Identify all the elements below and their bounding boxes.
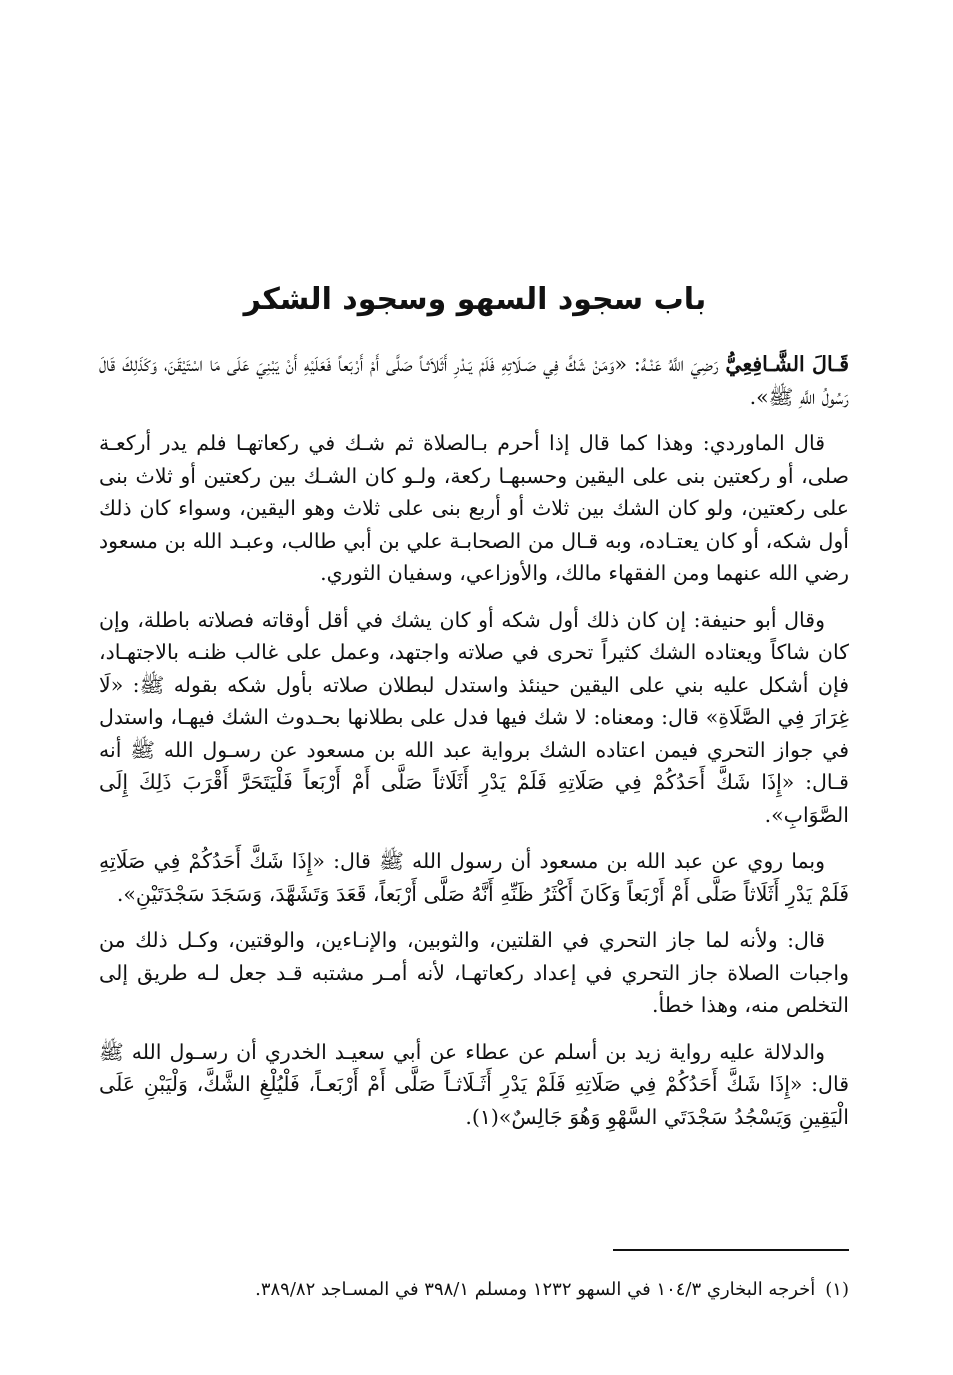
paragraph-6: والدلالة عليه رواية زيد بن أسلم عن عطاء عن أبي سعيـد الخدري أن رسـول الله ﷺ قال: «إِذَا شَكَّ أَحَدُكُمْ فِي صَلَاتِهِ فَلَمْ يَدْرِ أَثَـلَاثـاً صَلَّى أَمْ أَرْبَعـاً، فَلْيُلْغِ الشَّكَّ، وَلْيَبْنِ عَلَى الْيَقِينِ وَيَسْجُدُ سَجْدَتَي السَّهْوِ وَهُوَ جَالِسٌ»(١). [99,1039,849,1129]
footnote-divider [613,1249,849,1251]
paragraph-1-lead: قَـالَ الشَّـافِعِيُّ [725,352,850,376]
chapter-title: باب سجود السهو وسجود الشكر [243,282,707,317]
paragraph-5: قال: ولأنه لما جاز التحري في القلتين، والثوبين، والإنـاءين، والوقتين، وكـل ذلك من واجبات الصلاة جاز التحري في إعداد ركعاتهـا، لأنه أمـر مشتبه قـد جعل لـه طريق إلى التخلص منه، وهذا خطأ. [99,928,849,1017]
paragraph-1-text: رَضِيَ اللَّهُ عَنْـهُ: «وَمَنْ شَكَّ فِي صَـلَاتِهِ فَلَمْ يَـدْرِ أَثَلاَثـاً صَلَّى أَمْ أَرْبَعاً فَعَلَيْهِ أَنْ يَبْنِيَ عَلَى مَا اسْتَيْقَنَ، وَكَذَلِكَ قَالَ رَسُولُ اللَّهِ ﷺ». [99,352,849,409]
body-text [99,348,849,1147]
paragraph-1 [99,348,849,413]
paragraph-4: وبما روي عن عبد الله بن مسعود أن رسول الله ﷺ قال: «إِذَا شَكَّ أَحَدُكُمْ فِي صَلَاتِهِ فَلَمْ يَدْرِ أَثَلَاثاً صَلَّى أَمْ أَرْبَعاً وَكَانَ أَكْثَرُ ظَنِّهِ أَنَّهُ صَلَّى أَرْبَعاً، قَعَدَ وَتَشَهَّدَ، وَسَجَدَ سَجْدَتَيْنِ». [99,849,849,906]
paragraph-2: قال الماوردي: وهذا كما قال إذا أحرم بـالصلاة ثم شـك في ركعاتهـا فلم يدر أركعـة صلى، أو ركعتين بنى على اليقين وحسبهـا ركعة، ولـو كان الشـك بين ركعتين أو ثلاث بنى على ركعتين، ولو كان الشك بين ثلاث أو أربع بنى على ثلاث وهو اليقين، وسواء كان ذلك أول شكه، أو كان يعتـاده، وبه قـال من الصحابـة علي بن أبي طالب، وعبـد الله بن مسعود رضي الله عنهما ومن الفقهاء مالك، والأوزاعي، وسفيان الثوري. [99,431,849,585]
footnote-marker: (١) [825,1279,849,1300]
footnote-text: أخرجه البخاري ١٠٤/٣ في السهو ١٢٣٢ ومسلم ٣٩٨/١ في المسـاجد ٣٨٩/٨٢. [255,1279,816,1300]
paragraph-3: وقال أبو حنيفة: إن كان ذلك أول شكه أو كان يشك في أقل أوقاته فصلاته باطلة، وإن كان شاكاً ويعتاده الشك كثيراً تحرى في صلاته واجتهد، وعمل على غالب ظنـه بالاجتهـاد، فإن أشكل عليه بني على اليقين حينئذ واستدل لبطلان صلاته بأول شكه بقوله ﷺ: «لَا غِرَارَ فِي الصَّلَاةِ» قال: ومعناه: لا شك فيها فدل على بطلانها بحـدوث الشك فيهـا، واستدل في جواز التحري فيمن اعتاده الشك برواية عبد الله بن مسعود عن رسـول الله ﷺ أنه قـال: «إِذَا شَكَّ أَحَدُكُمْ فِي صَلَاتِهِ فَلَمْ يَدْرِ أَثَلَاثاً صَلَّى أَمْ أَرْبَعاً فَلْيَتَحَرَّ أَقْرَبَ ذَلِكَ إِلَى الصَّوَابِ». [99,607,849,827]
footnote [99,1276,849,1304]
